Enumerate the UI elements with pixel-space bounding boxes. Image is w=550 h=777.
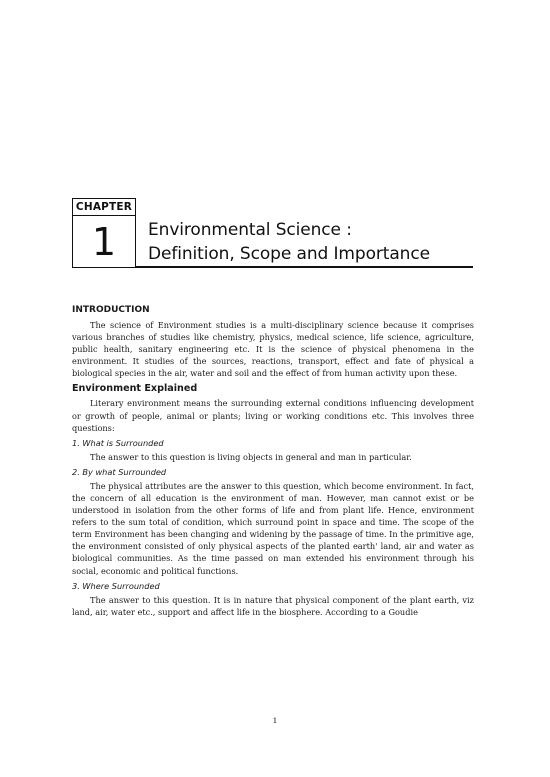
paragraph-where-surrounded: The answer to this question. It is in nature that physical component of the plant earth, viz land, air, water etc., support and affect life in the biosphere. According to a Goudie [72,594,474,617]
chapter-number: 1 [91,220,117,264]
body-content [72,304,474,618]
section-heading-environment-explained: Environment Explained [72,383,198,395]
page-number: 1 [272,716,278,725]
title-underline [136,266,473,268]
subheading-what-is-surrounded: 1. What is Surrounded [72,437,164,448]
paragraph-by-what-surrounded: The physical attributes are the answer to this question, which become environment. In fact, the concern of all education is the environment of man. However, man cannot exist or be understood in isolation from the other forms of life and from plant life. Hence, environment refers to the sum total of condition, which surround point in space and time. The scope of the term Environment has been changing and widening by the passage of time. In the primitive age, the environment consisted of only physical aspects of the planted earth' land, air and water as biological communities. As the time passed on man extended his environment through his social, economic and political functions. [72,480,474,576]
paragraph-introduction: The science of Environment studies is a multi-disciplinary science because it comprises various branches of studies like chemistry, physics, medical science, life science, agriculture, public health, sanitary engineering etc. It is the science of physical phenomena in the environment. It studies of the sources, reactions, transport, effect and fate of physical a biological species in the air, water and soil and the effect of from human activity upon these. [72,320,474,379]
paragraph-environment-explained: Literary environment means the surrounding external conditions influencing development or growth of people, animal or plants; living or working conditions etc. This involves three questions: [72,398,474,433]
chapter-title-line-1: Environmental Science : [148,220,352,240]
chapter-label: CHAPTER [73,199,135,216]
chapter-title-line-2: Definition, Scope and Importance [148,244,430,264]
paragraph-what-is-surrounded: The answer to this question is living objects in general and man in particular. [90,451,412,462]
chapter-title [148,218,478,266]
subheading-by-what-surrounded: 2. By what Surrounded [72,466,167,477]
chapter-box [72,198,136,268]
subheading-where-surrounded: 3. Where Surrounded [72,580,160,591]
section-heading-introduction: INTRODUCTION [72,305,150,315]
